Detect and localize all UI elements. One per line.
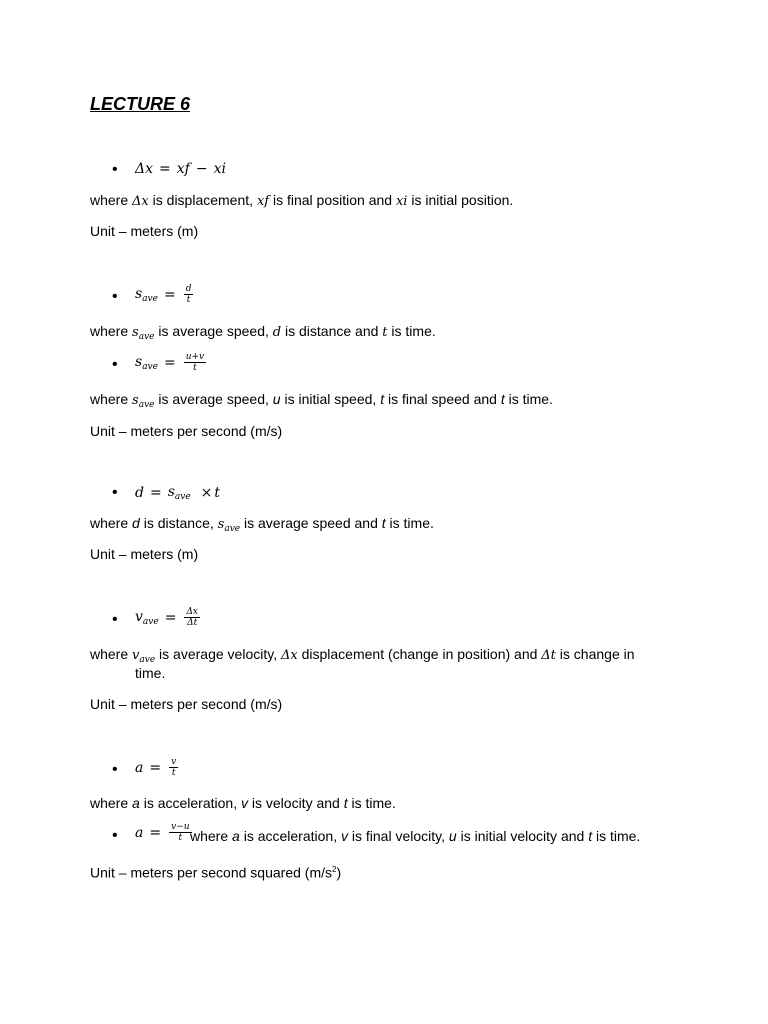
bullet-avg-velocity: • (112, 611, 118, 628)
var (218, 517, 240, 532)
var: a (232, 828, 240, 844)
text: where (90, 515, 133, 531)
denominator: t (178, 833, 183, 843)
equation-avg-speed-1 (135, 284, 195, 305)
eq-lhs: a (135, 759, 144, 776)
eq-equals: = (164, 609, 177, 626)
subscript: ave (174, 492, 191, 502)
var: t (588, 828, 593, 844)
var: a (132, 795, 140, 811)
var: t (343, 795, 348, 811)
desc-avg-velocity (90, 645, 635, 669)
var: s (132, 393, 139, 408)
var: s (135, 353, 143, 370)
eq-times: × (200, 485, 213, 501)
numerator: Δx (186, 607, 199, 617)
eq-equals: = (149, 824, 162, 841)
eq-equals: = (163, 354, 176, 371)
unit-avg-speed: Unit – meters per second (m/s) (90, 423, 283, 439)
var: t (380, 391, 385, 407)
var: u (272, 391, 281, 407)
var: s (135, 285, 143, 302)
eq-lhs: d (135, 485, 144, 501)
desc-avg-velocity-continued: time. (135, 665, 166, 681)
unit-displacement: Unit – meters (m) (90, 223, 199, 239)
equation-acceleration-1 (135, 757, 180, 778)
eq-equals: = (149, 759, 162, 776)
denominator: t (171, 768, 176, 778)
text: is average speed, (154, 323, 273, 339)
var: v (341, 828, 348, 844)
unit-text: Unit – meters per second squared (m/s (90, 864, 332, 881)
unit-acceleration (90, 861, 341, 882)
fraction (184, 284, 194, 305)
var: v (132, 648, 140, 663)
unit-avg-velocity: Unit – meters per second (m/s) (90, 696, 283, 712)
equation-avg-speed-2 (135, 352, 208, 373)
unit-superscript: 2 (332, 865, 337, 874)
text: is time. (385, 515, 434, 531)
var: t (500, 391, 505, 407)
text: is change in (555, 646, 635, 662)
numerator: u+v (185, 352, 205, 362)
text: is time. (347, 795, 396, 811)
bullet-displacement: • (112, 161, 118, 178)
subscript: ave (142, 293, 158, 304)
var: d (272, 325, 282, 340)
subscript: ave (138, 332, 155, 342)
bullet-acceleration-1: • (112, 761, 118, 778)
lecture-title: LECTURE 6 (90, 94, 191, 114)
bullet-avg-speed-1: • (112, 288, 118, 305)
equation-distance (135, 484, 220, 502)
numerator: v (171, 757, 177, 767)
text: displacement (change in position) and (297, 646, 542, 662)
text: where (190, 828, 233, 844)
text: is acceleration, (139, 795, 241, 811)
var (132, 648, 155, 663)
eq-equals: = (163, 286, 176, 303)
eq-lhs (135, 609, 159, 627)
text: is displacement, (148, 192, 257, 208)
text: is initial position. (407, 192, 514, 208)
bullet-acceleration-2: • (112, 827, 118, 844)
var: u (448, 828, 457, 844)
text: is average speed, (154, 391, 273, 407)
equation-avg-velocity (135, 607, 202, 628)
desc-distance (90, 514, 434, 538)
eq-term-initial: xi (213, 161, 226, 177)
subscript: ave (139, 655, 156, 665)
var: xf (256, 194, 270, 209)
desc-acceleration-2 (190, 827, 640, 845)
bullet-avg-speed-2: • (112, 356, 118, 373)
eq-equals: = (159, 161, 171, 177)
subscript: ave (142, 616, 159, 627)
text: is initial velocity and (456, 828, 589, 844)
text: is velocity and (248, 795, 344, 811)
text: where (90, 795, 133, 811)
text: is time. (504, 391, 553, 407)
unit-close: ) (336, 864, 342, 881)
text: where (90, 192, 133, 208)
subscript: ave (138, 400, 155, 410)
var: v (241, 795, 248, 811)
numerator: d (185, 284, 192, 294)
desc-acceleration-1 (90, 794, 396, 812)
text: is acceleration, (239, 828, 341, 844)
text: is initial speed, (280, 391, 381, 407)
fraction (169, 822, 191, 843)
eq-lhs (135, 354, 158, 372)
var (132, 325, 154, 340)
var: s (217, 517, 225, 532)
text: is final position and (269, 192, 396, 208)
eq-lhs (135, 286, 158, 304)
eq-lhs: Δx (135, 161, 154, 177)
eq-minus: − (195, 161, 208, 177)
desc-displacement (90, 191, 513, 211)
equation-displacement (135, 161, 226, 177)
text: is distance and (281, 323, 383, 339)
text: is average speed and (240, 515, 382, 531)
desc-avg-speed-1 (90, 322, 436, 346)
text: where (90, 323, 133, 339)
eq-time: t (214, 485, 221, 501)
fraction (169, 757, 178, 778)
text: where (90, 391, 133, 407)
var: Δt (541, 648, 556, 663)
text: is final speed and (384, 391, 501, 407)
var: s (132, 325, 139, 340)
var: t (382, 325, 388, 340)
subscript: ave (142, 361, 158, 372)
subscript: ave (224, 524, 241, 534)
var: xi (395, 194, 408, 209)
eq-equals: = (149, 485, 162, 501)
fraction (184, 607, 200, 628)
var: s (167, 484, 175, 500)
var (132, 393, 154, 408)
denominator: t (193, 363, 197, 373)
denominator: Δt (187, 618, 198, 628)
fraction (184, 352, 206, 373)
eq-term-final: xf (176, 161, 190, 177)
var: d (132, 515, 140, 531)
var: Δx (280, 648, 298, 663)
var: t (381, 515, 386, 531)
bullet-distance: • (112, 484, 118, 501)
denominator: t (186, 295, 191, 305)
text: is average velocity, (155, 646, 281, 662)
text: is time. (592, 828, 641, 844)
equation-acceleration-2 (135, 822, 194, 843)
text: is distance, (139, 515, 218, 531)
text: is time. (387, 323, 436, 339)
text: is final velocity, (348, 828, 449, 844)
desc-avg-speed-2 (90, 390, 553, 414)
text: where (90, 646, 133, 662)
eq-lhs: a (135, 824, 144, 841)
numerator: v−u (171, 822, 190, 832)
var: v (135, 608, 143, 625)
unit-distance: Unit – meters (m) (90, 546, 199, 562)
var: Δx (132, 194, 149, 209)
eq-speed (168, 484, 191, 502)
